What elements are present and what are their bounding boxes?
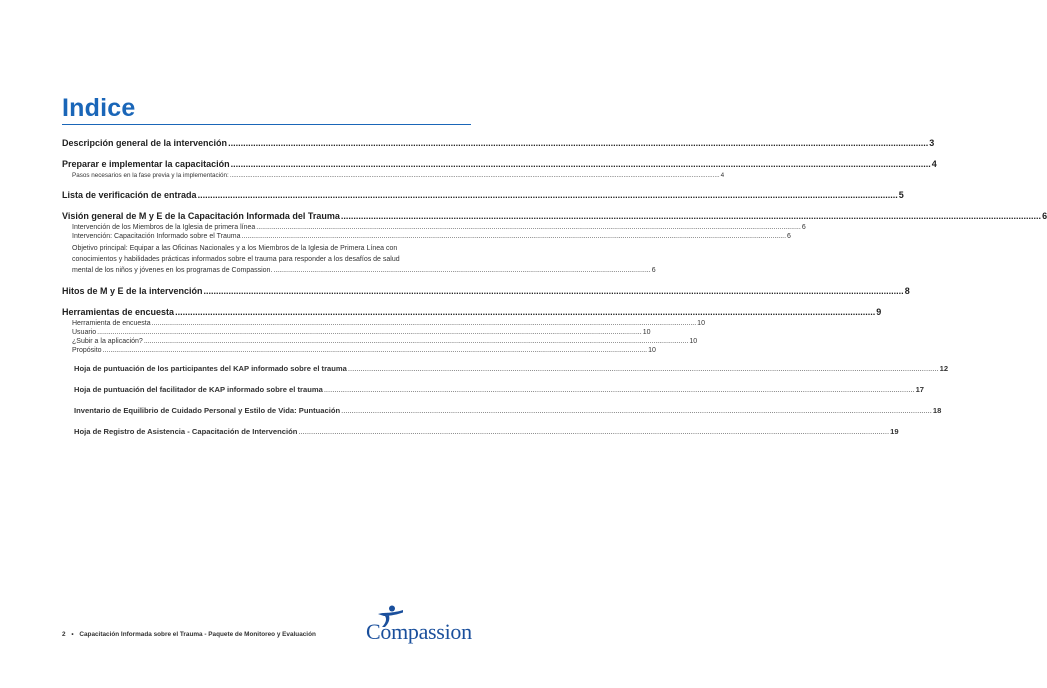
toc-page-number: 6 <box>651 267 656 274</box>
toc-entry-hoja-facilitador[interactable] <box>62 385 925 394</box>
toc-page-number: 18 <box>932 406 942 415</box>
toc-leader <box>241 233 786 240</box>
toc-entry-pasos[interactable] <box>62 172 725 179</box>
toc-leader <box>198 190 898 200</box>
toc-leader <box>256 224 801 231</box>
toc-entry-descripcion[interactable] <box>62 138 935 148</box>
toc-page-number: 10 <box>642 329 651 336</box>
toc-entry-title: Hoja de Registro de Asistencia - Capacitación de Intervención <box>74 427 298 436</box>
toc-leader <box>97 329 642 336</box>
toc-page-number: 9 <box>876 307 882 317</box>
toc-entry-title: Preparar e implementar la capacitación <box>62 159 230 169</box>
toc-leader <box>228 138 928 148</box>
toc-leader <box>273 265 650 276</box>
toc-entry-herramientas[interactable] <box>62 307 882 317</box>
footer-text: Capacitación Informada sobre el Trauma - Paquete de Monitoreo y Evaluación <box>79 631 316 638</box>
toc-page-number: 4 <box>720 172 725 179</box>
toc-leader <box>175 307 875 317</box>
toc-leader <box>341 406 932 415</box>
toc-entry-hitos[interactable] <box>62 286 910 296</box>
toc-entry-preparar[interactable] <box>62 159 937 169</box>
toc-entry-vision[interactable] <box>62 211 1047 221</box>
toc-entry-title: Herramientas de encuesta <box>62 307 175 317</box>
toc-page-number: 19 <box>890 427 899 436</box>
toc-leader <box>230 172 720 179</box>
toc-entry-title: Propósito <box>72 347 102 354</box>
toc-entry-title: Descripción general de la intervención <box>62 138 228 148</box>
toc-entry-title: Lista de verificación de entrada <box>62 190 197 200</box>
toc-leader <box>103 347 648 354</box>
toc-page-number: 3 <box>929 138 935 148</box>
toc-leader <box>204 286 904 296</box>
toc-leader <box>298 427 889 436</box>
toc-entry-title: Herramienta de encuesta <box>72 320 151 327</box>
toc-page-number: 6 <box>1042 211 1047 221</box>
toc-page-number: 6 <box>801 224 806 231</box>
toc-leader <box>348 364 939 373</box>
toc-entry-line: mental de los niños y jóvenes en los programas de Compassion. <box>72 267 273 274</box>
page-footer <box>62 631 320 638</box>
toc-entry-hoja-participantes[interactable] <box>62 364 949 373</box>
toc-page-number: 10 <box>697 320 705 327</box>
toc-leader <box>144 338 689 345</box>
toc-page-number: 6 <box>787 233 791 240</box>
toc-leader <box>152 320 697 327</box>
toc-entry-title: Hitos de M y E de la intervención <box>62 286 203 296</box>
toc-entry-intervencion-miembros[interactable] <box>62 224 806 231</box>
table-of-contents <box>62 134 1047 436</box>
title-divider <box>62 124 471 125</box>
toc-entry-lista[interactable] <box>62 190 904 200</box>
toc-entry-usuario[interactable] <box>62 329 651 336</box>
toc-page-number: 10 <box>648 347 656 354</box>
toc-entry-herramienta-encuesta[interactable] <box>62 320 705 327</box>
logo-wordmark: Compassion <box>366 619 472 644</box>
toc-entry-title: Pasos necesarios en la fase previa y la implementación: <box>72 172 229 179</box>
footer-bullet: • <box>71 631 74 638</box>
toc-entry-title: Hoja de puntuación de los participantes del KAP informado sobre el trauma <box>74 364 347 373</box>
toc-entry-title: Usuario <box>72 329 97 336</box>
footer-page-number: 2 <box>62 631 66 638</box>
toc-entry-objetivo[interactable] <box>62 243 656 276</box>
toc-page-number: 8 <box>904 286 910 296</box>
compassion-logo <box>366 605 476 647</box>
toc-leader <box>231 159 931 169</box>
toc-entry-inventario[interactable] <box>62 406 942 415</box>
toc-entry-line: conocimientos y habilidades prácticas informados sobre el trauma para responder a los desafíos de salud <box>72 256 400 263</box>
toc-entry-intervencion-capacitacion[interactable] <box>62 233 791 240</box>
toc-page-number: 10 <box>689 338 698 345</box>
toc-page-number: 4 <box>931 159 937 169</box>
toc-entry-registro[interactable] <box>62 427 899 436</box>
toc-entry-title: Visión general de M y E de la Capacitación Informada del Trauma <box>62 211 340 221</box>
toc-entry-proposito[interactable] <box>62 347 656 354</box>
toc-entry-title: Hoja de puntuación del facilitador de KAP informado sobre el trauma <box>74 385 323 394</box>
toc-page-number: 12 <box>939 364 949 373</box>
toc-entry-title: ¿Subir a la aplicación? <box>72 338 143 345</box>
toc-entry-title: Intervención de los Miembros de la Iglesia de primera línea <box>72 224 256 231</box>
toc-leader <box>324 385 915 394</box>
toc-entry-title: Intervención: Capacitación Informado sobre el Trauma <box>72 233 241 240</box>
toc-page-number: 17 <box>915 385 925 394</box>
toc-leader <box>341 211 1041 221</box>
toc-entry-line: Objetivo principal: Equipar a las Oficinas Nacionales y a los Miembros de la Iglesia de Primera Línea con <box>72 245 398 252</box>
toc-entry-title: Inventario de Equilibrio de Cuidado Personal y Estilo de Vida: Puntuación <box>74 406 341 415</box>
toc-entry-subir[interactable] <box>62 338 698 345</box>
page-title: Indice <box>62 94 136 122</box>
toc-page-number: 5 <box>898 190 904 200</box>
